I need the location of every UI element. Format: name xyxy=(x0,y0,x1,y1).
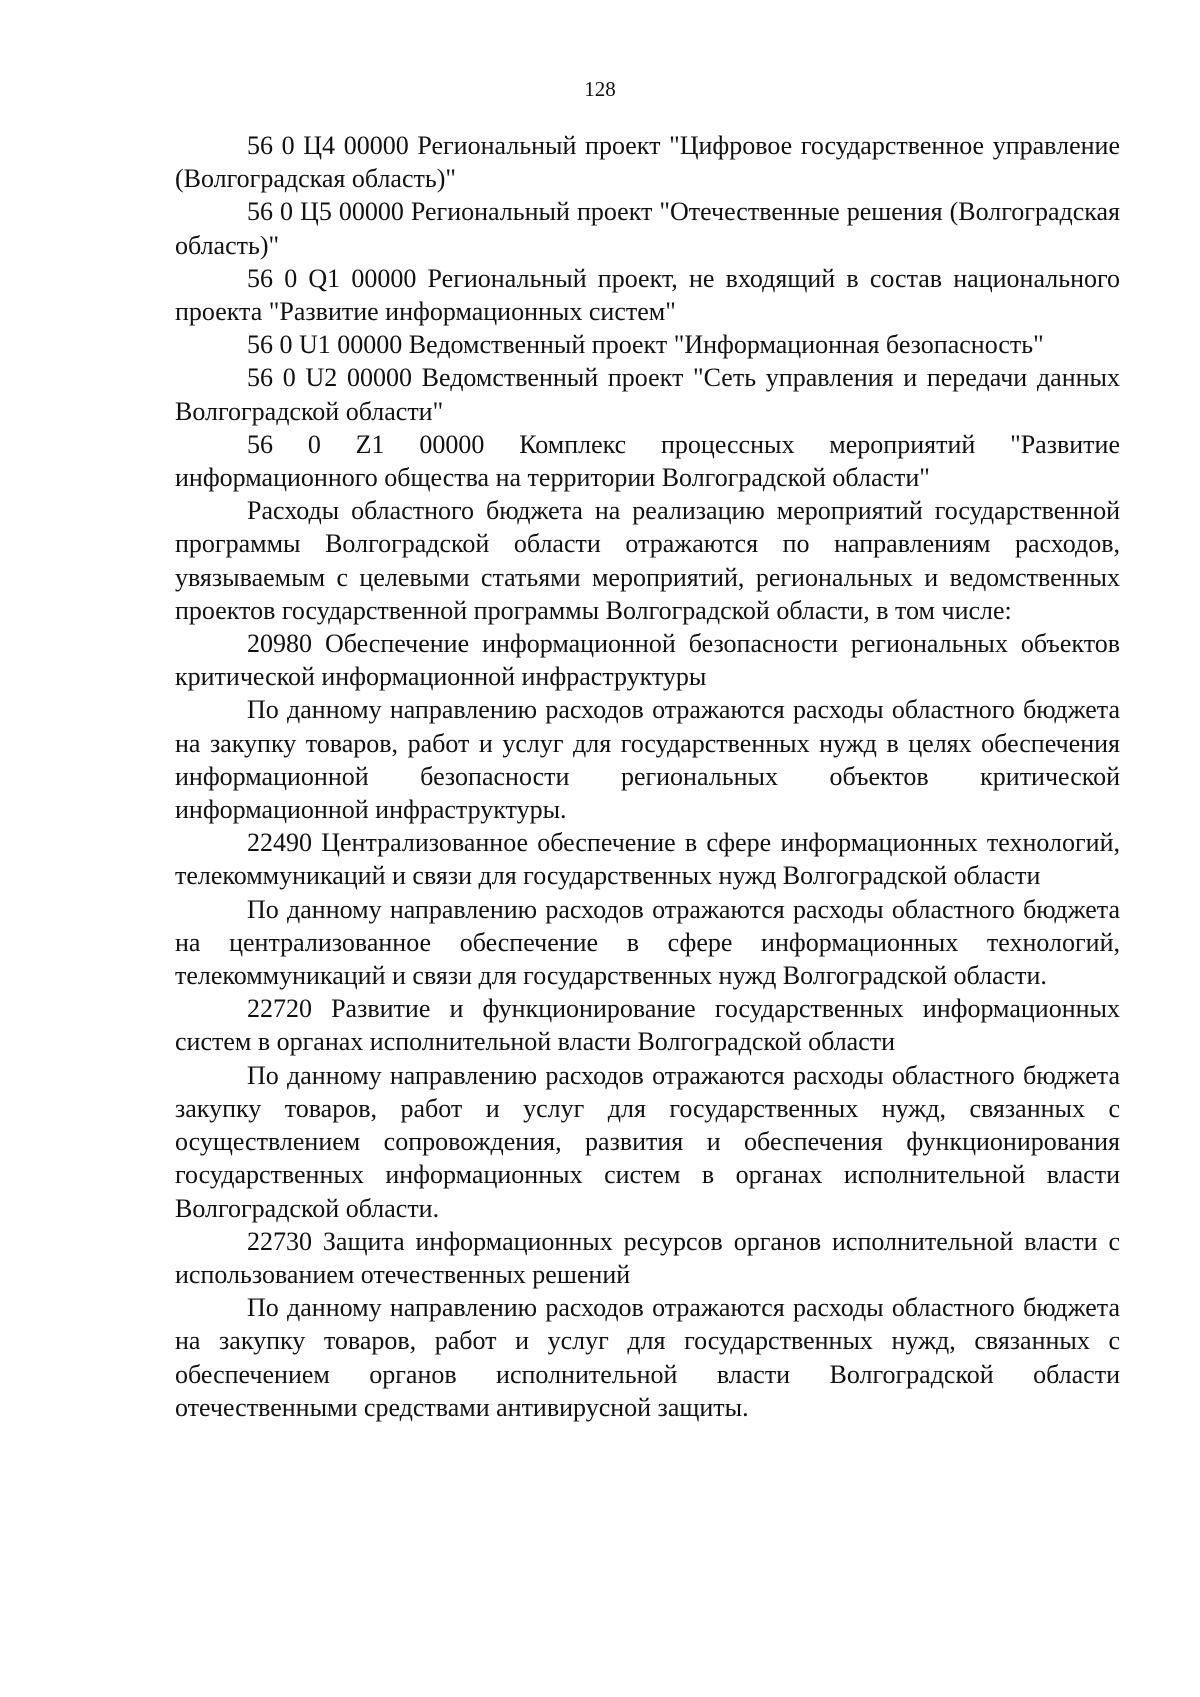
direction-description-22720: По данному направлению расходов отражаются расходы областного бюджета закупку товаров, работ и услуг для государственных нужд, связанных с осуществлением сопровождения, развития и обеспечения функционирования государственных информационных систем в органах исполнительной власти Волгоградской области. xyxy=(175,1060,1120,1223)
direction-heading-22730: 22730 Защита информационных ресурсов органов исполнительной власти с использованием отечественных решений xyxy=(175,1226,1120,1289)
target-article-q1: 56 0 Q1 00000 Региональный проект, не входящий в состав национального проекта "Развитие информационных систем" xyxy=(175,263,1120,327)
expenses-intro-paragraph: Расходы областного бюджета на реализацию мероприятий государственной программы Волгоградской области отражаются по направлениям расходов, увязываемым с целевыми статьями мероприятий, региональных и ведомственных проектов государственной программы Волгоградской области, в том числе: xyxy=(175,496,1120,625)
direction-description-20980: По данному направлению расходов отражаются расходы областного бюджета на закупку товаров, работ и услуг для государственных нужд в целях обеспечения информационной безопасности региональных объектов критической информационной инфраструктуры. xyxy=(175,695,1120,825)
target-article-z1: 56 0 Z1 00000 Комплекс процессных мероприятий "Развитие информационного общества на территории Волгоградской области" xyxy=(175,429,1120,493)
direction-description-22730: По данному направлению расходов отражаются расходы областного бюджета на закупку товаров, работ и услуг для государственных нужд, связанных с обеспечением органов исполнительной власти Волгоградской области отечественными средствами антивирусной защиты. xyxy=(175,1293,1120,1422)
page-number: 128 xyxy=(584,77,616,101)
direction-heading-20980: 20980 Обеспечение информационной безопасности региональных объектов критической информационной инфраструктуры xyxy=(175,629,1120,692)
target-article-u2: 56 0 U2 00000 Ведомственный проект "Сеть управления и передачи данных Волгоградской области" xyxy=(175,363,1120,426)
direction-heading-22490: 22490 Централизованное обеспечение в сфере информационных технологий, телекоммуникаций и связи для государственных нужд Волгоградской области xyxy=(175,828,1120,891)
direction-heading-22720: 22720 Развитие и функционирование государственных информационных систем в органах исполнительной власти Волгоградской области xyxy=(175,994,1120,1057)
direction-description-22490: По данному направлению расходов отражаются расходы областного бюджета на централизованное обеспечение в сфере информационных технологий, телекоммуникаций и связи для государственных нужд Волгоградской области. xyxy=(175,894,1120,991)
target-article-q4: 56 0 Ц4 00000 Региональный проект "Цифровое государственное управление (Волгоградская область)" xyxy=(175,131,1120,194)
target-article-q5: 56 0 Ц5 00000 Региональный проект "Отечественные решения (Волгоградская область)" xyxy=(175,197,1120,260)
target-article-u1: 56 0 U1 00000 Ведомственный проект "Информационная безопасность" xyxy=(247,330,1044,360)
document-body xyxy=(175,129,1120,1424)
